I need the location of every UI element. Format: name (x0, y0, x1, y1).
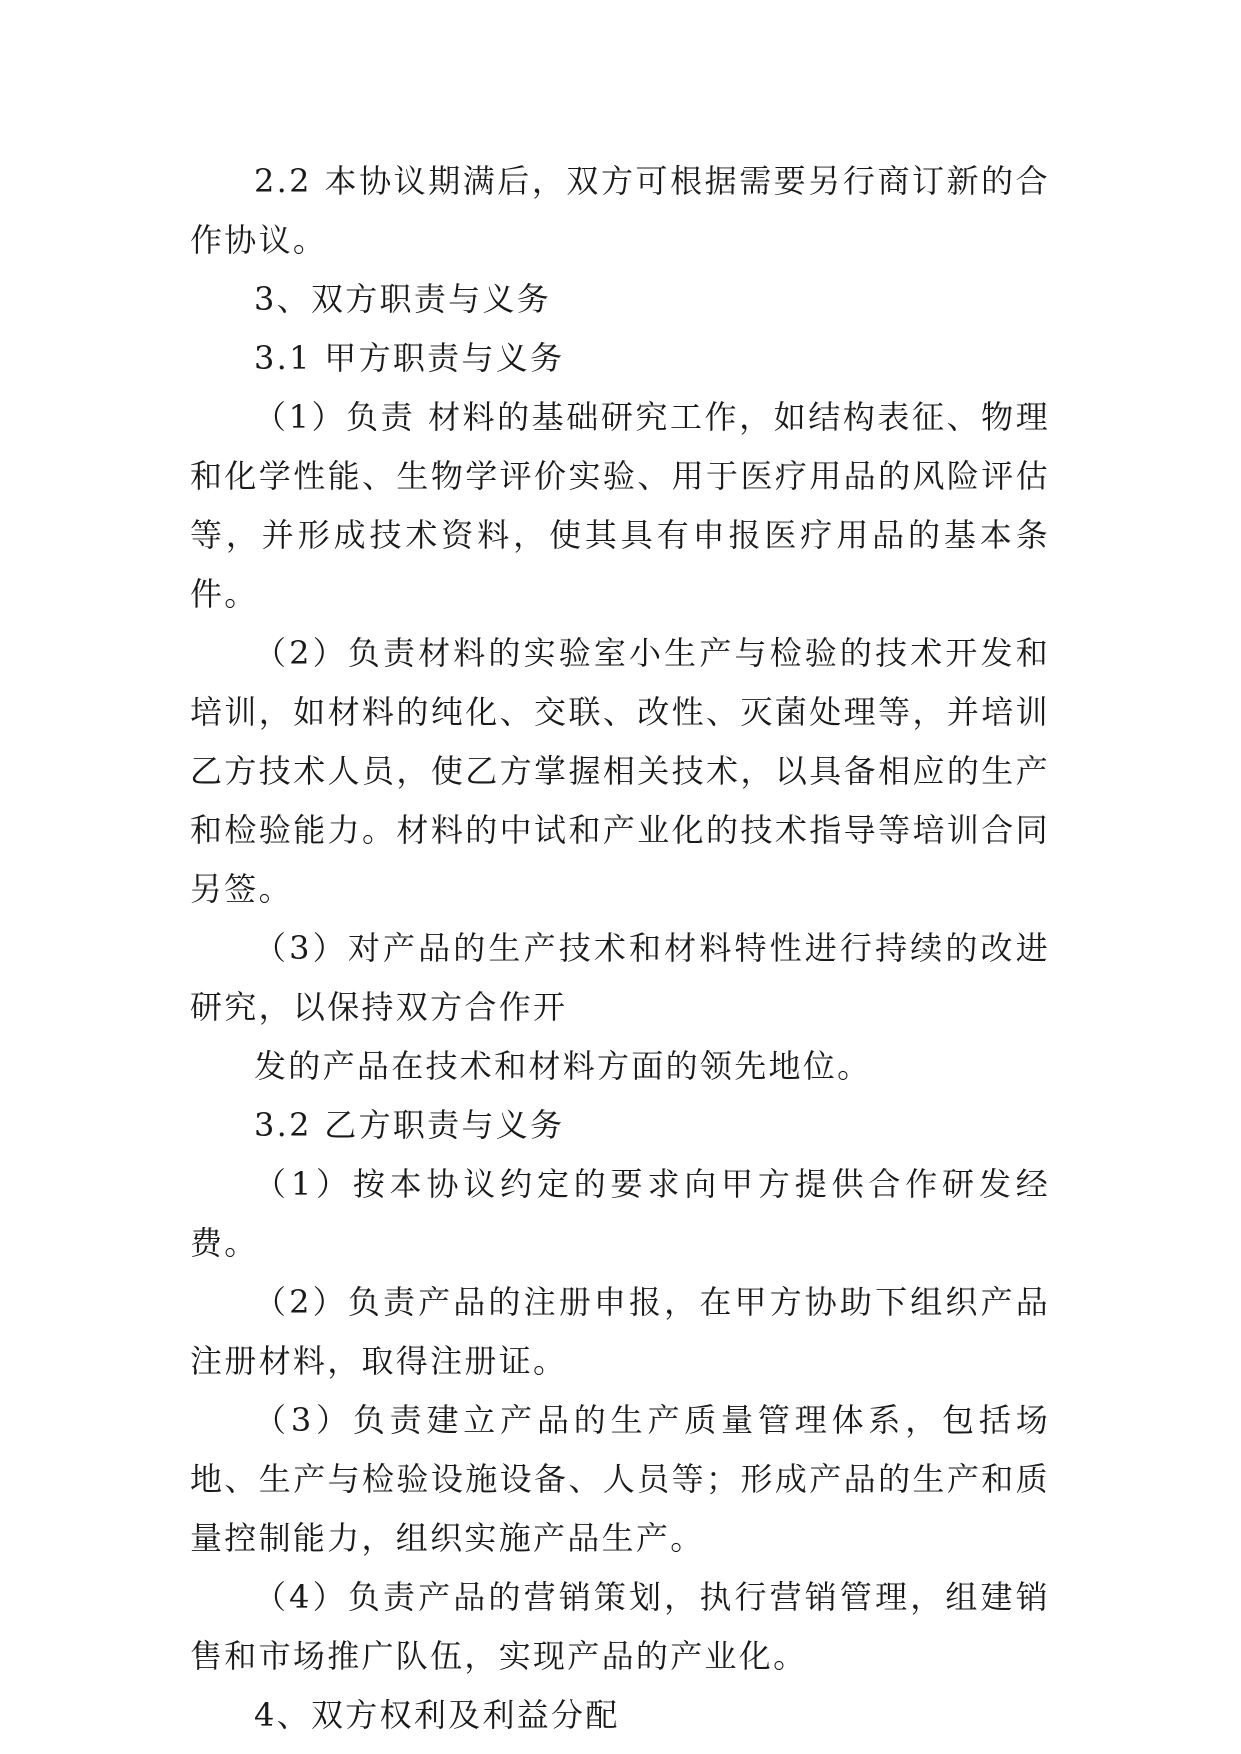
paragraph-3-2-item-1: （1）按本协议约定的要求向甲方提供合作研发经费。 (190, 1165, 1050, 1262)
paragraph-3-2-item-2: （2）负责产品的注册申报，在甲方协助下组织产品注册材料，取得注册证。 (190, 1283, 1050, 1380)
paragraph-3-1-item-3: （3）对产品的生产技术和材料特性进行持续的改进研究，以保持双方合作开 (190, 929, 1050, 1026)
heading-section-3: 3、双方职责与义务 (254, 280, 552, 318)
paragraph-3-1-item-3-continued: 发的产品在技术和材料方面的领先地位。 (254, 1047, 872, 1085)
paragraph-2-2: 2.2 本协议期满后，双方可根据需要另行商订新的合作协议。 (190, 162, 1050, 259)
document-page (190, 152, 1050, 1745)
paragraph-3-2-item-4: （4）负责产品的营销策划，执行营销管理，组建销售和市场推广队伍，实现产品的产业化。 (190, 1578, 1050, 1675)
heading-section-4: 4、双方权利及利益分配 (254, 1696, 620, 1734)
heading-3-2: 3.2 乙方职责与义务 (254, 1106, 565, 1144)
paragraph-3-1-item-2: （2）负责材料的实验室小生产与检验的技术开发和培训，如材料的纯化、交联、改性、灭菌处理等，并培训乙方技术人员，使乙方掌握相关技术，以具备相应的生产和检验能力。材料的中试和产业化的技术指导等培训合同另签。 (190, 634, 1050, 908)
paragraph-3-1-item-1: （1）负责 材料的基础研究工作，如结构表征、物理和化学性能、生物学评价实验、用于医疗用品的风险评估等，并形成技术资料，使其具有申报医疗用品的基本条件。 (190, 398, 1050, 613)
paragraph-3-2-item-3: （3）负责建立产品的生产质量管理体系，包括场地、生产与检验设施设备、人员等；形成产品的生产和质量控制能力，组织实施产品生产。 (190, 1401, 1050, 1557)
heading-3-1: 3.1 甲方职责与义务 (254, 339, 565, 377)
